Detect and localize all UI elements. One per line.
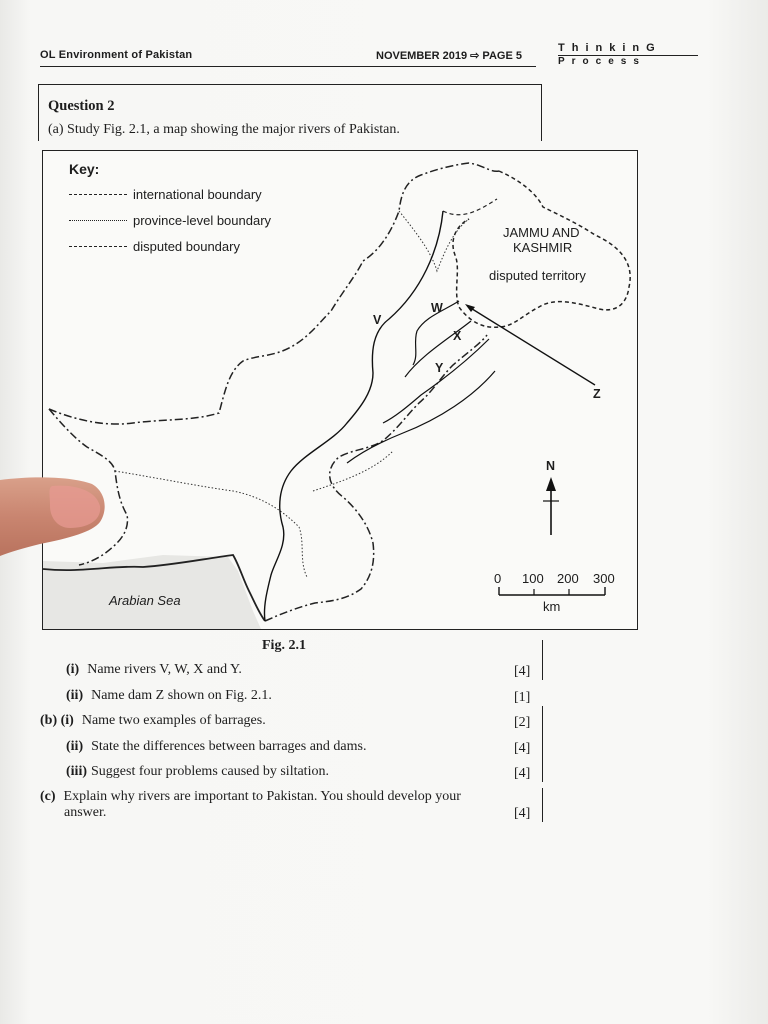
key-row-disputed (69, 233, 271, 259)
question-b-i (40, 713, 266, 729)
river-v-indus (264, 211, 443, 621)
question-b-iii-text: Suggest four problems caused by siltation. (91, 764, 329, 779)
river-sutlej (347, 371, 495, 463)
north-arrow-head (546, 477, 556, 491)
question-a-i-text: Name rivers V, W, X and Y. (87, 662, 242, 677)
question-a-i (66, 662, 242, 678)
question-title: Question 2 (48, 98, 115, 114)
marks-column-rule-2 (542, 706, 543, 782)
figure-caption: Fig. 2.1 (262, 638, 306, 653)
disputed-boundary-symbol (69, 246, 127, 247)
question-b-ii (66, 739, 366, 755)
question-a-ii-num: (ii) (66, 688, 84, 703)
marks-a-i: [4] (514, 664, 531, 679)
key-label-international: international boundary (133, 186, 262, 202)
river-label-y: Y (435, 361, 444, 375)
question-c-cont (64, 805, 106, 821)
sea-label: Arabian Sea (109, 593, 181, 608)
international-boundary-symbol (69, 194, 127, 195)
scale-label-0: 0 (494, 571, 502, 586)
question-b-i-text: Name two examples of barrages. (81, 713, 266, 728)
question-b-ii-num: (ii) (66, 739, 84, 754)
header-date-page: NOVEMBER 2019 ⇨ PAGE 5 (376, 50, 522, 62)
province-boundary-3 (399, 211, 469, 271)
marks-b-ii: [4] (514, 741, 531, 756)
question-b-i-num: (b) (i) (40, 713, 74, 728)
thumb-photo-artifact (0, 474, 108, 558)
scale-label-100: 100 (522, 571, 544, 586)
river-label-x: X (453, 329, 462, 343)
dam-z-pointer (469, 307, 595, 385)
marks-b-iii: [4] (514, 766, 531, 781)
key-row-international (69, 181, 271, 207)
header-rule (40, 66, 536, 67)
logo-bottom-text: Process (558, 55, 698, 67)
question-b-iii (66, 764, 329, 780)
question-c (40, 789, 461, 805)
international-boundary-east (265, 335, 487, 621)
logo-top-text: ThinkinG (558, 42, 662, 54)
key-label-province: province-level boundary (133, 212, 272, 228)
scale-unit: km (543, 599, 561, 614)
thinking-process-logo (558, 42, 698, 70)
marks-column-rule-1 (542, 640, 543, 680)
question-b-iii-num: (iii) (66, 764, 87, 779)
marks-a-ii: [1] (514, 690, 531, 705)
map-figure (42, 150, 638, 630)
header-title: OL Environment of Pakistan (40, 49, 193, 61)
region-label-kashmir: KASHMIR (513, 240, 573, 255)
map-key (69, 161, 271, 259)
key-row-province (69, 207, 271, 233)
question-part-a: (a) Study Fig. 2.1, a map showing the major rivers of Pakistan. (48, 122, 400, 137)
dam-label-z: Z (593, 387, 601, 401)
marks-c: [4] (514, 806, 531, 821)
question-c-cont-text: answer. (64, 805, 107, 820)
disputed-boundary-inner (443, 199, 497, 215)
question-c-num: (c) (40, 789, 56, 804)
scale-label-200: 200 (557, 571, 579, 586)
question-a-i-num: (i) (66, 662, 80, 677)
question-a-ii (66, 688, 272, 704)
question-b-ii-text: State the differences between barrages and dams. (91, 739, 367, 754)
marks-b-i: [2] (514, 715, 531, 730)
region-label-disputed: disputed territory (489, 268, 586, 283)
province-boundary-symbol (69, 220, 127, 221)
marks-column-rule-3 (542, 788, 543, 822)
north-label: N (546, 459, 556, 473)
scale-label-300: 300 (593, 571, 615, 586)
key-label-disputed: disputed boundary (133, 238, 240, 254)
river-label-v: V (373, 313, 382, 327)
province-boundary-2 (313, 451, 393, 491)
page-header (40, 44, 730, 74)
question-a-ii-text: Name dam Z shown on Fig. 2.1. (91, 688, 272, 703)
river-y (383, 339, 489, 423)
key-title: Key: (69, 161, 100, 177)
question-c-text: Explain why rivers are important to Pakistan. You should develop your (63, 789, 461, 804)
river-label-w: W (431, 301, 443, 315)
dam-z-arrowhead (465, 304, 475, 312)
region-label-jammu: JAMMU AND (503, 225, 580, 240)
